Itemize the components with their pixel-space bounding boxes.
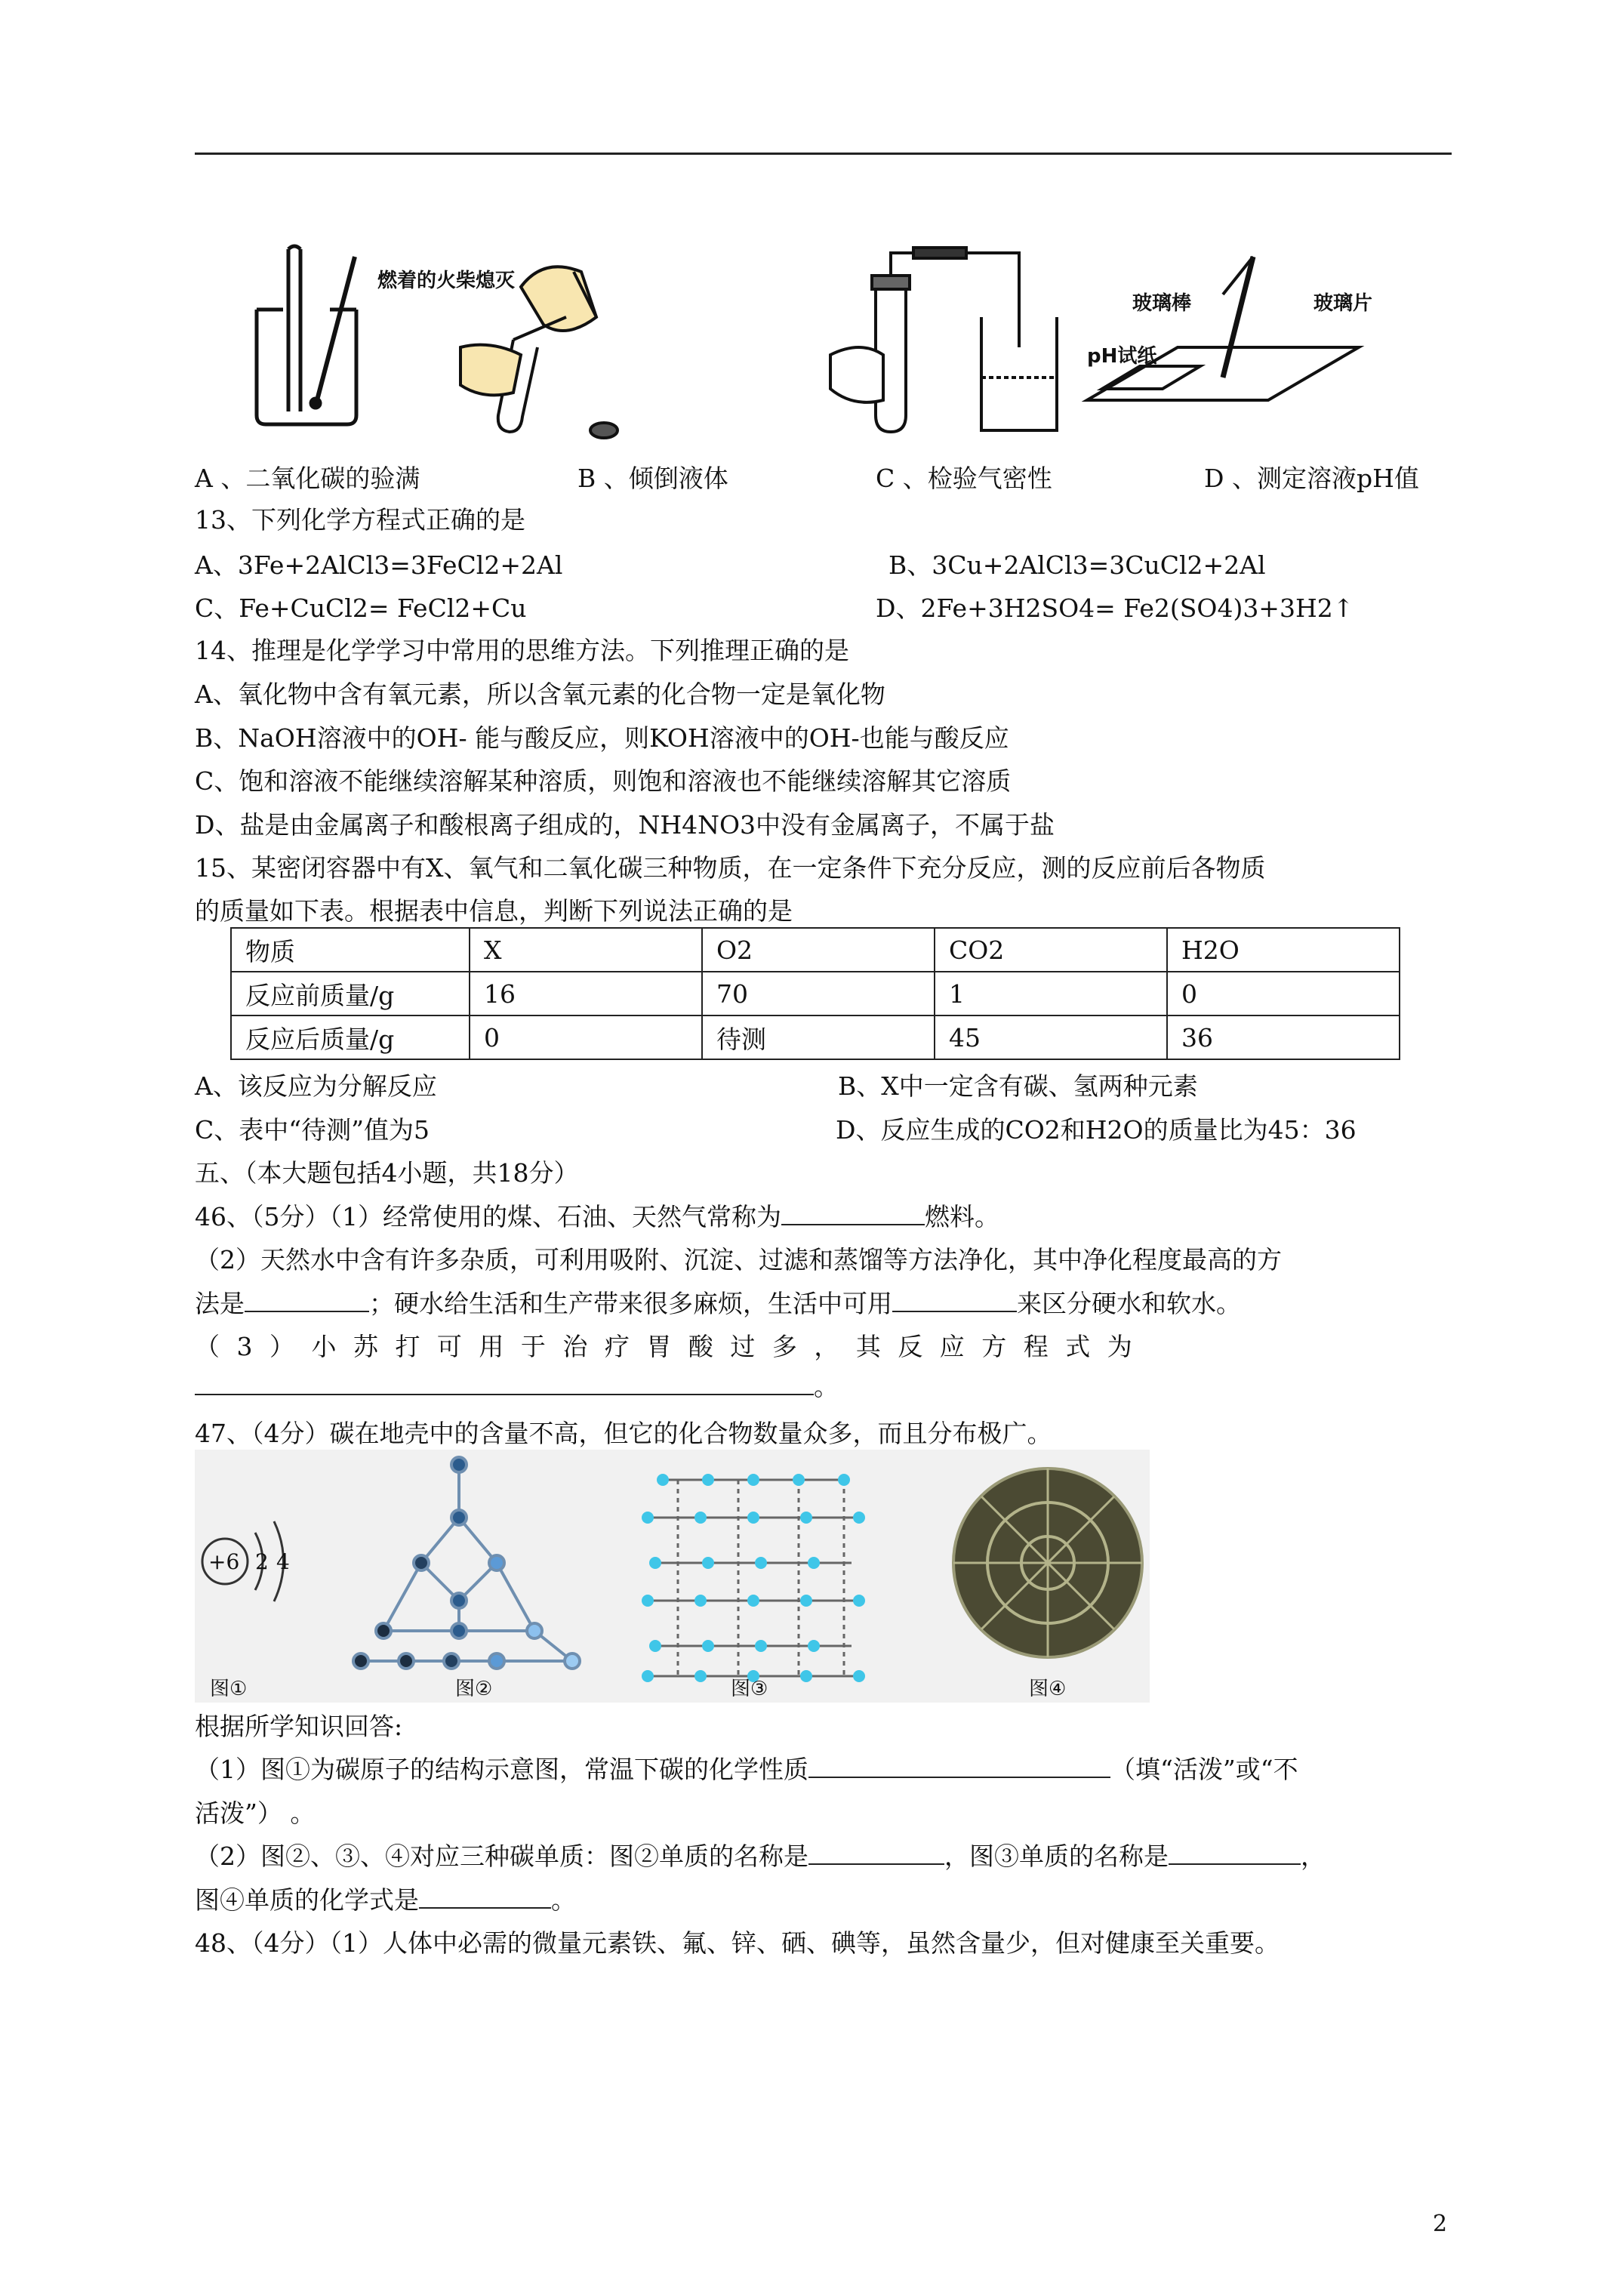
answer-blank[interactable] — [892, 1288, 1017, 1312]
mass-table — [230, 927, 1400, 1060]
q47-part-1-cont: 活泼”） 。 — [195, 1798, 316, 1828]
ph-test-figure — [1087, 257, 1359, 400]
q46-line-3 — [195, 1287, 1241, 1321]
q15-stem-1: 15、某密闭容器中有X、氧气和二氧化碳三种物质，在一定条件下充分反应，测的反应前后各物质 — [195, 853, 1266, 883]
q47-part-2 — [195, 1840, 1326, 1873]
q13-stem: 13、下列化学方程式正确的是 — [195, 505, 525, 535]
q46-text: 。 — [814, 1372, 839, 1401]
q13-d: D、2Fe+3H2SO4= Fe2(SO4)3+3H2↑ — [876, 593, 1354, 623]
q14-b: B、NaOH溶液中的OH- 能与酸反应，则KOH溶液中的OH-也能与酸反应 — [195, 723, 1009, 753]
paper-label: pH试纸 — [1087, 345, 1157, 368]
plate-label: 玻璃片 — [1313, 292, 1373, 315]
table-cell: 反应前质量/g — [231, 972, 470, 1015]
table-cell: 0 — [1167, 972, 1400, 1015]
q47-text: ，图③单质的名称是 — [944, 1841, 1169, 1871]
table-cell: 0 — [470, 1015, 702, 1059]
table-row — [231, 928, 1400, 972]
experiment-figures — [242, 227, 1374, 453]
answer-blank[interactable] — [1169, 1841, 1301, 1865]
q14-d: D、盐是由金属离子和酸根离子组成的，NH4NO3中没有金属离子，不属于盐 — [195, 810, 1055, 840]
q47-intro: 根据所学知识回答: — [195, 1712, 403, 1741]
option-a: A 、二氧化碳的验满 — [195, 464, 420, 493]
header-rule — [195, 153, 1452, 155]
table-cell: 物质 — [231, 928, 470, 972]
answer-blank[interactable] — [808, 1754, 1110, 1778]
q46-text: ；硬水给生活和生产带来很多麻烦，生活中可用 — [369, 1289, 892, 1318]
option-c: C 、检验气密性 — [876, 464, 1052, 493]
q47-text: （1）图①为碳原子的结构示意图，常温下碳的化学性质 — [195, 1755, 808, 1784]
fig-3-label: 图③ — [731, 1678, 768, 1700]
table-cell: 70 — [702, 972, 935, 1015]
pouring-figure — [460, 267, 617, 438]
q46-line-1 — [195, 1200, 999, 1234]
q46-text: 法是 — [195, 1289, 245, 1318]
q15-stem-2: 的质量如下表。根据表中信息，判断下列说法正确的是 — [195, 896, 793, 926]
q46-text: 燃料。 — [924, 1202, 999, 1231]
table-cell: H2O — [1167, 928, 1400, 972]
answer-blank[interactable] — [195, 1371, 814, 1395]
q15-a: A、该反应为分解反应 — [195, 1071, 437, 1101]
co2-test-figure — [257, 246, 356, 424]
q47-stem: 47、（4分）碳在地壳中的含量不高，但它的化合物数量众多，而且分布极广。 — [195, 1419, 1052, 1448]
fig-2-label: 图② — [455, 1678, 493, 1700]
q13-a: A、3Fe+2AlCl3=3FeCl2+2Al — [195, 550, 563, 580]
answer-blank[interactable] — [808, 1841, 944, 1865]
q13-c: C、Fe+CuCl2= FeCl2+Cu — [195, 593, 527, 623]
table-cell: 16 — [470, 972, 702, 1015]
q47-part-3 — [195, 1884, 576, 1917]
answer-blank[interactable] — [781, 1201, 925, 1225]
airtightness-figure — [830, 248, 1057, 432]
q15-c: C、表中“待测”值为5 — [195, 1115, 430, 1145]
table-cell: X — [470, 928, 702, 972]
table-cell: 1 — [935, 972, 1167, 1015]
q14-a: A、氧化物中含有氧元素，所以含氧元素的化合物一定是氧化物 — [195, 680, 885, 709]
q15-d: D、反应生成的CO2和H2O的质量比为45：36 — [836, 1115, 1357, 1145]
q15-b: B、X中一定含有碳、氢两种元素 — [838, 1071, 1198, 1101]
q47-text: 图④单质的化学式是 — [195, 1885, 419, 1915]
shell-1-label: 2 — [255, 1549, 269, 1574]
option-d: D 、测定溶液pH值 — [1204, 464, 1419, 493]
carbon-figures — [195, 1450, 1150, 1703]
q46-line-4: （ 3 ） 小 苏 打 可 用 于 治 疗 胃 酸 过 多 ， 其 反 应 方 程 式 为 — [195, 1332, 1137, 1361]
table-cell: 反应后质量/g — [231, 1015, 470, 1059]
table-cell: 45 — [935, 1015, 1167, 1059]
q48-stem: 48、（4分）（1）人体中必需的微量元素铁、氟、锌、硒、碘等，虽然含量少，但对健康至关重要。 — [195, 1928, 1280, 1958]
table-cell: 待测 — [702, 1015, 935, 1059]
table-cell: CO2 — [935, 928, 1167, 972]
q47-text: ， — [1301, 1841, 1326, 1871]
q14-stem: 14、推理是化学学习中常用的思维方法。下列推理正确的是 — [195, 636, 849, 665]
fullerene-structure — [953, 1469, 1142, 1657]
q46-line-2: （2）天然水中含有许多杂质，可利用吸附、沉淀、过滤和蒸馏等方法净化，其中净化程度最高的方 — [195, 1245, 1282, 1274]
fig-1-label: 图① — [210, 1678, 248, 1700]
q47-part-1 — [195, 1753, 1298, 1786]
q13-b: B、3Cu+2AlCl3=3CuCl2+2Al — [888, 550, 1266, 580]
table-cell: 36 — [1167, 1015, 1400, 1059]
q46-text: 来区分硬水和软水。 — [1017, 1289, 1241, 1318]
answer-blank[interactable] — [245, 1288, 369, 1312]
q46-text: 46、（5分）（1）经常使用的煤、石油、天然气常称为 — [195, 1202, 781, 1231]
q47-text: （填“活泼”或“不 — [1110, 1755, 1298, 1784]
page-number: 2 — [1433, 2211, 1448, 2237]
answer-blank[interactable] — [419, 1885, 551, 1909]
fig-4-label: 图④ — [1029, 1678, 1067, 1700]
shell-2-label: 4 — [276, 1549, 290, 1574]
section-5-heading: 五、（本大题包括4小题，共18分） — [195, 1158, 579, 1188]
q47-text: 。 — [551, 1885, 576, 1915]
rod-label: 玻璃棒 — [1132, 292, 1192, 315]
option-b: B 、倾倒液体 — [577, 464, 728, 493]
q14-c: C、饱和溶液不能继续溶解某种溶质，则饱和溶液也不能继续溶解其它溶质 — [195, 766, 1012, 796]
table-row — [231, 972, 1400, 1015]
nucleus-label: +6 — [208, 1549, 240, 1574]
table-cell: O2 — [702, 928, 935, 972]
table-row — [231, 1015, 1400, 1059]
q47-text: （2）图②、③、④对应三种碳单质：图②单质的名称是 — [195, 1841, 808, 1871]
match-label: 燃着的火柴熄灭 — [377, 270, 516, 292]
q46-line-5 — [195, 1370, 839, 1404]
